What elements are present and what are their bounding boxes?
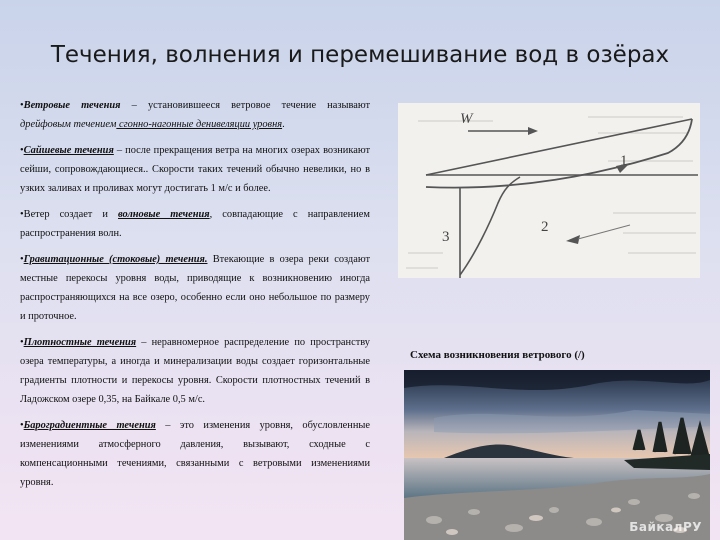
photo-watermark: БайкалРУ — [629, 520, 702, 534]
lake-bottom-line — [426, 119, 692, 188]
diagram-caption: Схема возникновения ветрового (/) — [410, 349, 585, 361]
arrow-2 — [566, 235, 580, 244]
text-fragment: – это изменения уровня, обусловленные изменениями атмосферного давления, вызывают, сходные с компенсационными течениями, связанными с ветровыми изменениями уровня. — [20, 420, 370, 488]
scanned-texture — [406, 117, 696, 268]
text-fragment: , совпадающие с направлением распространения волн. — [20, 209, 370, 239]
current-profile-curve — [460, 177, 520, 275]
lake-photo — [404, 370, 710, 540]
diagram-label-3: 3 — [442, 229, 450, 245]
text-fragment: – после прекращения ветра на многих озерах возникают сейши, сопровождающиеся.. Скорости таких течений обычно невелики, но в узких заливах и проливах могут достигать 1 м/с и более. — [20, 145, 370, 194]
text-fragment: Ветер создает и — [23, 209, 118, 220]
term-drift-current: дрейфовым течением — [20, 119, 117, 130]
bullet: • — [20, 337, 24, 348]
slide-title: Течения, волнения и перемешивание вод в озёрах — [50, 42, 670, 68]
text-fragment: – установившееся ветровое течение называют — [120, 100, 370, 111]
paragraph-gravity-currents — [20, 250, 370, 326]
paragraph-seiche-currents — [20, 141, 370, 198]
term-denivelation: сгонно-нагонные денивеляции уровня — [116, 119, 283, 130]
bullet: • — [20, 145, 24, 156]
paragraph-wave-currents — [20, 205, 370, 243]
paragraph-density-currents — [20, 333, 370, 409]
term-wind-currents: Ветровые течения — [23, 100, 121, 111]
text-fragment: Втекающие в озера реки создают местные перекосы уровня воды, приводящие к возникновению иногда распространяющихся на все озеро, особенно если оно небольшое по размеру и проточное. — [20, 254, 370, 322]
text-fragment: – неравномерное распределение по пространству озера температуры, а иногда и минерализации воды создает горизонтальные градиенты плотности и перекосы уровня. Скорости плотностных течений в Ладожском озере 0,35, на Байкале 0,5 м/с. — [20, 337, 370, 405]
term-gravity-currents: Гравитационные (стоковые) течения. — [23, 254, 208, 265]
bullet: • — [20, 209, 24, 220]
diagram-label-1: 1 — [620, 153, 628, 169]
diagram-svg — [398, 103, 700, 278]
paragraph-barogradient-currents — [20, 416, 370, 492]
lake-photo-svg — [404, 370, 710, 540]
bullet: • — [20, 100, 24, 111]
arrow-2-shaft — [578, 225, 630, 239]
paragraph-wind-currents — [20, 96, 370, 134]
wind-current-diagram — [398, 103, 700, 278]
inclined-surface-line — [426, 119, 692, 175]
body-text — [20, 96, 370, 499]
text-fragment: . — [282, 119, 285, 130]
bullet: • — [20, 254, 24, 265]
diagram-label-2: 2 — [541, 219, 549, 235]
term-barogradient-currents: Бароградиентные течения — [23, 420, 156, 431]
term-density-currents: Плотностные течения — [23, 337, 137, 348]
term-seiche-currents: Сайшевые течения — [23, 145, 114, 156]
term-wave-currents: волновые течения — [118, 209, 210, 220]
wind-arrowhead — [528, 127, 538, 135]
bullet: • — [20, 420, 24, 431]
wind-label: W — [460, 111, 473, 127]
